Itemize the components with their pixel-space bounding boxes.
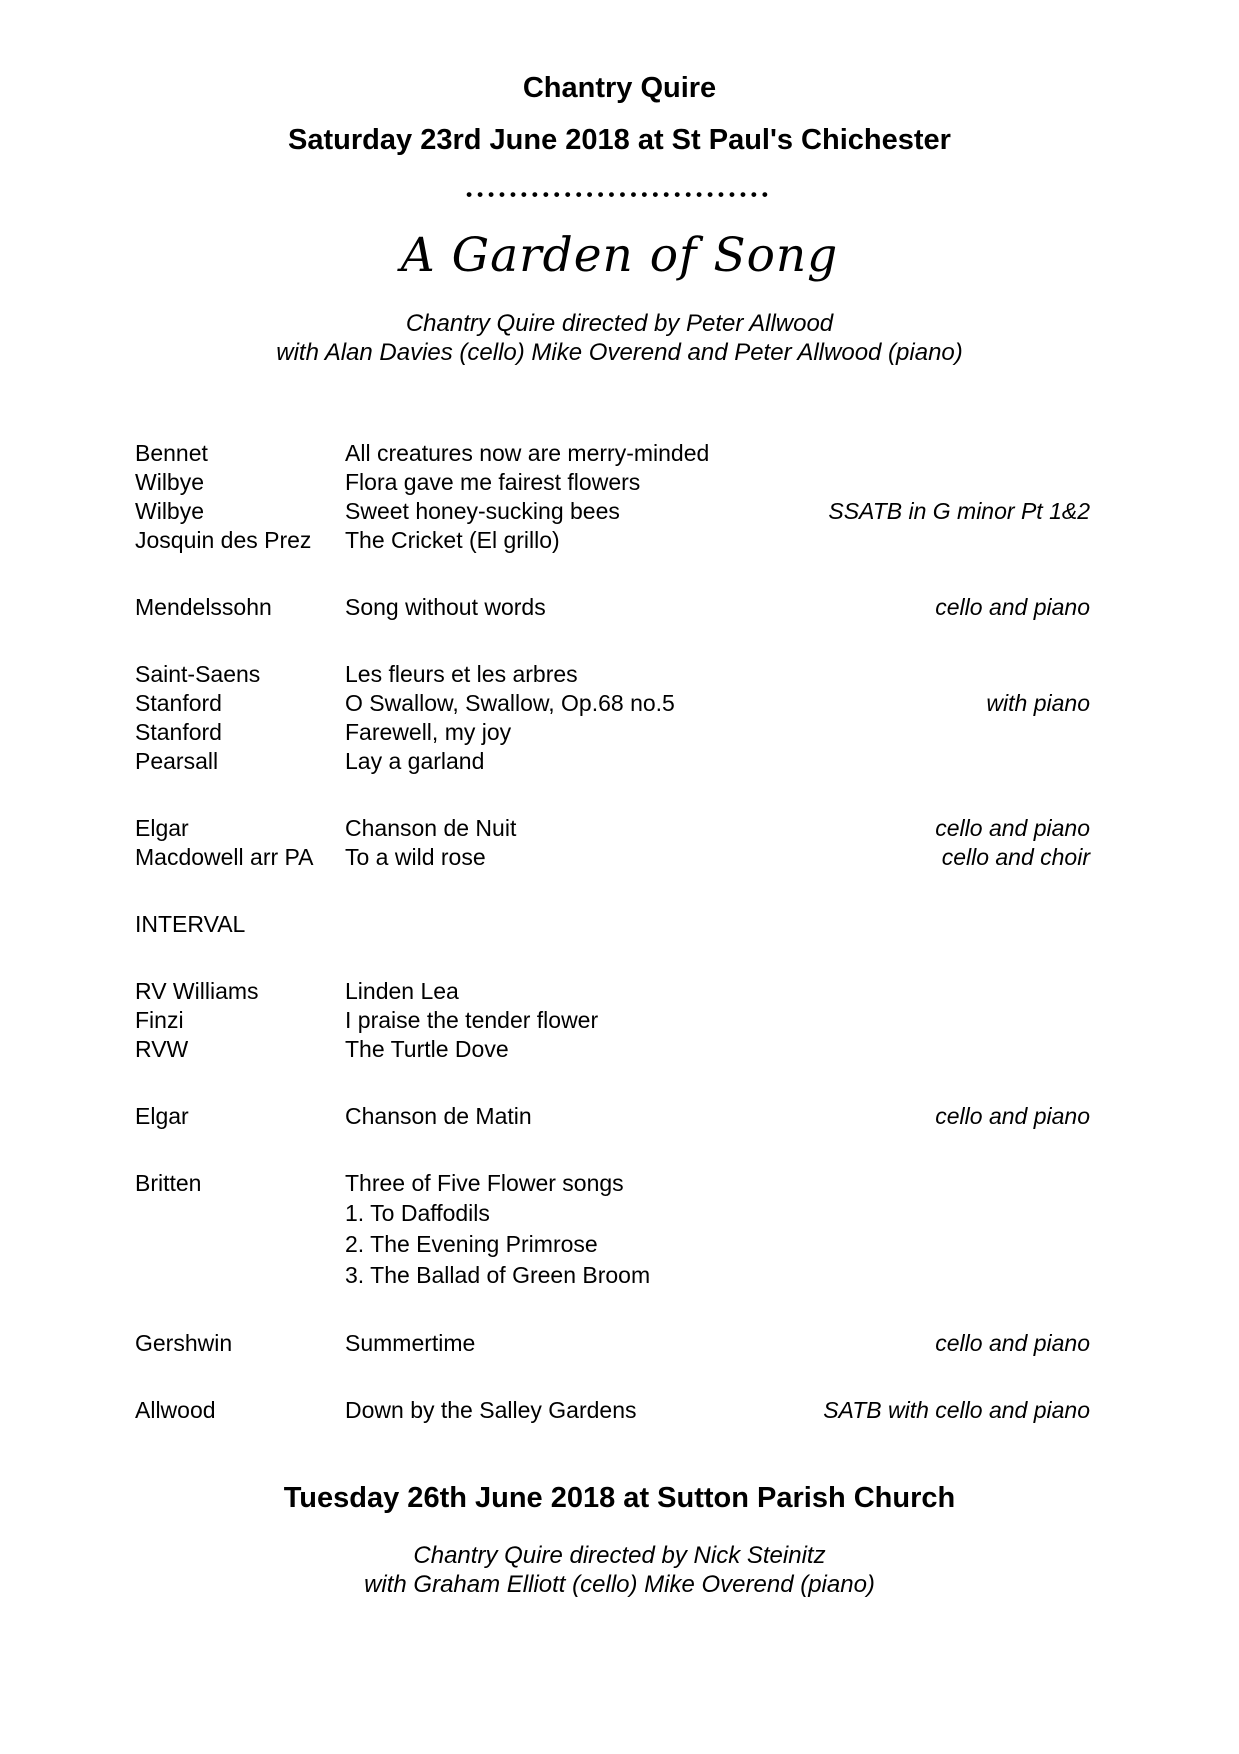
- piece-title-cell: [345, 1329, 935, 1358]
- piece-title-cell: [345, 1035, 1090, 1064]
- piece-title: To a wild rose: [345, 844, 486, 870]
- programme-row: [135, 526, 1090, 555]
- piece-title: Farewell, my joy: [345, 719, 512, 745]
- composer-cell: Gershwin: [135, 1330, 233, 1356]
- composer-cell: Stanford: [135, 690, 222, 716]
- piece-title-cell: [345, 1396, 823, 1425]
- programme-section: [135, 910, 1090, 939]
- programme-footer: [0, 1481, 1239, 1599]
- performance-note-cell: cello and piano: [935, 1103, 1090, 1129]
- performance-note-cell: cello and piano: [935, 1330, 1090, 1356]
- composer-cell: Bennet: [135, 440, 208, 466]
- piece-title: The Cricket (El grillo): [345, 527, 560, 553]
- programme-row: [135, 1102, 1090, 1131]
- piece-movement: 3. The Ballad of Green Broom: [345, 1262, 651, 1288]
- programme-row: [135, 814, 1090, 843]
- composer-cell: RV Williams: [135, 978, 259, 1004]
- piece-title-cell: [345, 718, 1090, 747]
- composer-cell: Elgar: [135, 1103, 189, 1129]
- piece-title: Chanson de Nuit: [345, 815, 517, 841]
- piece-title-cell: [345, 468, 1090, 497]
- credit-line: with Graham Elliott (cello) Mike Overend (piano): [364, 1571, 875, 1598]
- programme-list: [135, 439, 1090, 1425]
- piece-title-cell: [345, 843, 942, 872]
- performance-note-cell: SATB with cello and piano: [823, 1397, 1090, 1423]
- interval-row: [135, 910, 1090, 939]
- concert1-credits: [0, 309, 1239, 367]
- composer-cell: Macdowell arr PA: [135, 844, 314, 870]
- programme-row: [135, 843, 1090, 872]
- credit-line: with Alan Davies (cello) Mike Overend and Peter Allwood (piano): [276, 339, 963, 366]
- piece-title-cell: [345, 747, 1090, 776]
- programme-row: [135, 660, 1090, 689]
- piece-title: Flora gave me fairest flowers: [345, 469, 641, 495]
- performance-note-cell: cello and piano: [935, 594, 1090, 620]
- composer-cell: Mendelssohn: [135, 594, 272, 620]
- performance-note-cell: SSATB in G minor Pt 1&2: [828, 498, 1090, 524]
- programme-row: [135, 1396, 1090, 1425]
- programme-section: [135, 1329, 1090, 1358]
- performance-note-cell: with piano: [986, 690, 1090, 716]
- piece-title: Summertime: [345, 1330, 476, 1356]
- programme-title: A Garden of Song: [400, 228, 839, 283]
- concert2-credits: [0, 1541, 1239, 1599]
- piece-title: Song without words: [345, 594, 546, 620]
- programme-row: [135, 977, 1090, 1006]
- composer-cell: Wilbye: [135, 469, 205, 495]
- composer-cell: Saint-Saens: [135, 661, 261, 687]
- piece-title-cell: [345, 1102, 935, 1131]
- programme-row: [135, 497, 1090, 526]
- piece-title: Linden Lea: [345, 978, 459, 1004]
- credit-line: Chantry Quire directed by Peter Allwood: [405, 310, 834, 337]
- credit-line: Chantry Quire directed by Nick Steinitz: [413, 1542, 826, 1569]
- programme-section: [135, 593, 1090, 622]
- programme-row: [135, 1169, 1090, 1291]
- composer-cell: Wilbye: [135, 498, 205, 524]
- programme-section: [135, 1169, 1090, 1291]
- piece-title: All creatures now are merry-minded: [345, 440, 710, 466]
- composer-cell: Elgar: [135, 815, 189, 841]
- piece-title-cell: [345, 1169, 1090, 1291]
- composer-cell: RVW: [135, 1036, 189, 1062]
- piece-title: Three of Five Flower songs: [345, 1170, 624, 1196]
- performance-note-cell: cello and choir: [941, 844, 1090, 870]
- piece-title-cell: [345, 689, 986, 718]
- concert1-heading: Saturday 23rd June 2018 at St Paul's Chichester: [288, 124, 951, 156]
- programme-row: [135, 689, 1090, 718]
- programme-row: [135, 439, 1090, 468]
- page-title: Chantry Quire: [522, 72, 717, 104]
- programme-row: [135, 747, 1090, 776]
- piece-title: Down by the Salley Gardens: [345, 1397, 637, 1423]
- programme-section: [135, 1396, 1090, 1425]
- piece-title-cell: [345, 977, 1090, 1006]
- programme-section: [135, 1102, 1090, 1131]
- programme-header: [0, 0, 1239, 367]
- piece-title: The Turtle Dove: [345, 1036, 509, 1062]
- programme-row: [135, 1035, 1090, 1064]
- piece-movement: 1. To Daffodils: [345, 1200, 490, 1226]
- piece-title: I praise the tender flower: [345, 1007, 599, 1033]
- composer-cell: Allwood: [135, 1397, 216, 1423]
- programme-row: [135, 1329, 1090, 1358]
- composer-cell: Britten: [135, 1170, 202, 1196]
- programme-section: [135, 814, 1090, 872]
- programme-row: [135, 1006, 1090, 1035]
- piece-movement: 2. The Evening Primrose: [345, 1231, 598, 1257]
- piece-title-cell: [345, 526, 1090, 555]
- piece-title: O Swallow, Swallow, Op.68 no.5: [345, 690, 675, 716]
- piece-title: Les fleurs et les arbres: [345, 661, 578, 687]
- interval-label: INTERVAL: [135, 911, 246, 937]
- programme-row: [135, 718, 1090, 747]
- piece-title-cell: [345, 660, 1090, 689]
- programme-row: [135, 593, 1090, 622]
- programme-section: [135, 977, 1090, 1064]
- piece-title-cell: [345, 1006, 1090, 1035]
- piece-title-cell: [345, 814, 935, 843]
- composer-cell: Stanford: [135, 719, 222, 745]
- piece-title-cell: [345, 439, 1090, 468]
- programme-section: [135, 660, 1090, 776]
- composer-cell: Josquin des Prez: [135, 527, 312, 553]
- programme-row: [135, 468, 1090, 497]
- piece-title: Chanson de Matin: [345, 1103, 532, 1129]
- composer-cell: Finzi: [135, 1007, 184, 1033]
- piece-title-cell: [345, 593, 935, 622]
- performance-note-cell: cello and piano: [935, 815, 1090, 841]
- separator-dots: ••••••••••••••••••••••••••••: [466, 185, 773, 204]
- piece-title-cell: [345, 497, 828, 526]
- programme-section: [135, 439, 1090, 555]
- concert2-heading: Tuesday 26th June 2018 at Sutton Parish Church: [283, 1482, 956, 1514]
- composer-cell: Pearsall: [135, 748, 219, 774]
- piece-title: Lay a garland: [345, 748, 485, 774]
- piece-title: Sweet honey-sucking bees: [345, 498, 620, 524]
